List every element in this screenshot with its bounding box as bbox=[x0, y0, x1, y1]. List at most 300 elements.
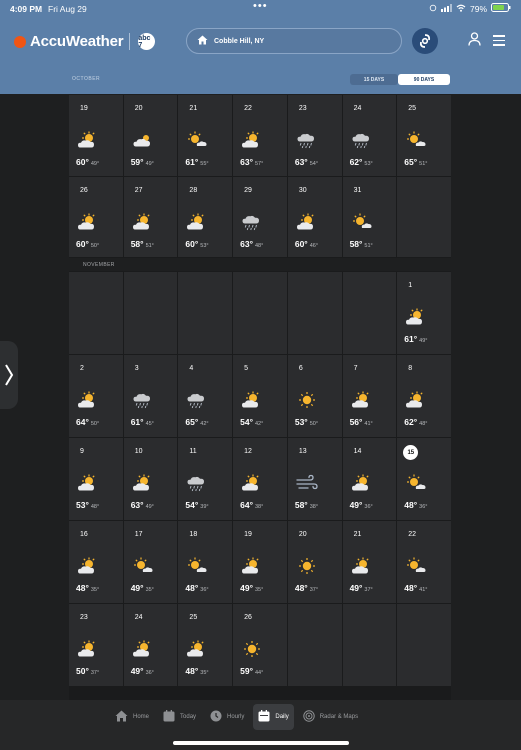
low-temp: 53° bbox=[200, 243, 209, 249]
temperature-range bbox=[295, 157, 318, 167]
high-temp: 48° bbox=[404, 583, 418, 593]
temperature-range bbox=[350, 583, 373, 593]
calendar-day-cell[interactable] bbox=[178, 95, 232, 176]
low-temp: 53° bbox=[364, 161, 373, 167]
day-number: 4 bbox=[189, 365, 194, 372]
temperature-range bbox=[404, 417, 427, 427]
day-number: 23 bbox=[80, 614, 88, 621]
calendar-week-row bbox=[69, 438, 451, 520]
partly-sunny-icon bbox=[132, 640, 154, 658]
partly-sunny-icon bbox=[351, 474, 373, 492]
nav-item-label: Home bbox=[133, 714, 150, 720]
temperature-range bbox=[404, 500, 427, 510]
forecast-subbar bbox=[0, 66, 521, 94]
day-number: 2 bbox=[80, 365, 84, 372]
low-temp: 42° bbox=[255, 421, 264, 427]
calendar-day-cell[interactable] bbox=[69, 95, 123, 176]
low-temp: 51° bbox=[419, 161, 428, 167]
calendar-day-cell[interactable] bbox=[124, 177, 178, 257]
forecast-calendar bbox=[69, 95, 451, 700]
high-temp: 48° bbox=[76, 583, 89, 593]
calendar-day-cell[interactable] bbox=[124, 355, 178, 437]
day-number: 28 bbox=[189, 187, 198, 194]
day-number: 3 bbox=[134, 365, 139, 372]
day-number: 30 bbox=[298, 187, 307, 194]
low-temp: 37° bbox=[309, 587, 319, 593]
high-temp: 49° bbox=[349, 583, 363, 593]
temperature-range bbox=[131, 417, 154, 427]
low-temp: 49° bbox=[419, 338, 428, 344]
high-temp: 54° bbox=[240, 417, 253, 427]
low-temp: 42° bbox=[200, 421, 209, 427]
low-temp: 38° bbox=[309, 504, 319, 510]
day-number: 14 bbox=[353, 448, 362, 455]
temperature-range bbox=[185, 417, 208, 427]
partly-sunny-icon bbox=[77, 391, 99, 409]
calendar-day-cell[interactable] bbox=[397, 521, 451, 603]
low-temp: 49° bbox=[145, 504, 154, 510]
high-temp: 48° bbox=[185, 666, 199, 676]
high-temp: 49° bbox=[130, 666, 144, 676]
calendar-day-cell[interactable] bbox=[178, 177, 232, 257]
battery-percent: 79% bbox=[469, 3, 487, 14]
partly-sunny-icon bbox=[77, 213, 99, 231]
low-temp: 48° bbox=[90, 504, 100, 510]
calendar-empty-cell bbox=[397, 604, 451, 686]
temperature-range bbox=[295, 239, 318, 249]
temperature-range bbox=[185, 583, 208, 593]
high-temp: 63° bbox=[130, 500, 144, 510]
calendar-day-cell[interactable] bbox=[233, 355, 287, 437]
partly-sunny-icon bbox=[405, 308, 427, 326]
calendar-day-cell[interactable] bbox=[343, 177, 397, 257]
high-temp: 64° bbox=[76, 417, 89, 427]
temperature-range bbox=[240, 666, 263, 676]
rain-icon bbox=[296, 131, 318, 149]
low-temp: 50° bbox=[309, 421, 319, 427]
month-label-november: NOVEMBER bbox=[69, 258, 451, 271]
temperature-range bbox=[240, 500, 263, 510]
hamburger-menu-icon[interactable] bbox=[493, 35, 505, 49]
day-number: 18 bbox=[189, 531, 198, 538]
temperature-range bbox=[185, 239, 208, 249]
low-temp: 38° bbox=[255, 504, 264, 510]
temperature-range bbox=[295, 583, 318, 593]
day-number: 17 bbox=[134, 531, 143, 538]
calendar-day-cell[interactable] bbox=[397, 355, 451, 437]
hurricane-button[interactable] bbox=[412, 28, 438, 54]
day-number: 29 bbox=[244, 187, 252, 194]
partly-sunny-icon bbox=[77, 474, 99, 492]
logo-divider bbox=[129, 33, 130, 50]
day-number: 26 bbox=[244, 614, 252, 621]
nav-item-home[interactable] bbox=[110, 704, 154, 730]
partly-sunny-icon bbox=[241, 474, 263, 492]
day-number: 11 bbox=[189, 448, 197, 455]
high-temp: 61° bbox=[404, 334, 418, 344]
calendar-day-cell[interactable] bbox=[233, 95, 287, 176]
clock-icon bbox=[210, 710, 222, 724]
partly-sunny-icon bbox=[77, 131, 99, 149]
nav-item-label: Hourly bbox=[227, 714, 245, 720]
high-temp: 53° bbox=[294, 417, 308, 427]
rain-icon bbox=[186, 474, 208, 492]
hurricane-icon bbox=[417, 33, 433, 49]
high-temp: 54° bbox=[185, 500, 199, 510]
calendar-day-cell[interactable] bbox=[233, 604, 287, 686]
partly-sunny-icon bbox=[351, 557, 373, 575]
high-temp: 63° bbox=[240, 157, 253, 167]
calendar-day-cell[interactable] bbox=[124, 521, 178, 603]
low-temp: 54° bbox=[309, 161, 319, 167]
high-temp: 48° bbox=[185, 583, 199, 593]
partly-sunny-icon bbox=[405, 391, 427, 409]
temperature-range bbox=[350, 157, 373, 167]
high-temp: 58° bbox=[130, 239, 144, 249]
temperature-range bbox=[131, 500, 154, 510]
radar-icon bbox=[303, 710, 315, 724]
calendar-today-icon bbox=[163, 710, 175, 724]
calendar-day-cell[interactable] bbox=[124, 604, 178, 686]
calendar-empty-cell bbox=[397, 177, 451, 257]
temperature-range bbox=[404, 583, 427, 593]
temperature-range bbox=[404, 334, 427, 344]
tab-90-days[interactable]: 90 DAYS bbox=[398, 74, 450, 85]
low-temp: 44° bbox=[255, 670, 264, 676]
day-number: 21 bbox=[353, 531, 362, 538]
sunny-icon bbox=[241, 640, 263, 658]
partly-sunny-icon bbox=[77, 640, 99, 658]
side-panel-handle[interactable] bbox=[0, 341, 18, 409]
calendar-day-cell[interactable] bbox=[343, 355, 397, 437]
day-number: 19 bbox=[80, 105, 88, 112]
calendar-empty-cell bbox=[288, 272, 342, 354]
nav-item-label: Radar & Maps bbox=[319, 714, 359, 720]
day-number: 20 bbox=[134, 105, 143, 112]
signal-icon bbox=[441, 4, 452, 14]
calendar-day-cell[interactable] bbox=[69, 521, 123, 603]
temperature-range bbox=[350, 500, 373, 510]
calendar-day-cell[interactable] bbox=[343, 95, 397, 176]
temperature-range bbox=[185, 157, 208, 167]
calendar-day-cell[interactable] bbox=[397, 95, 451, 176]
temperature-range bbox=[185, 666, 208, 676]
low-temp: 35° bbox=[90, 587, 100, 593]
day-number: 8 bbox=[408, 365, 413, 372]
brand-name: AccuWeather bbox=[30, 33, 124, 50]
low-temp: 57° bbox=[255, 161, 264, 167]
partly-sunny-icon bbox=[241, 557, 263, 575]
sunny-icon bbox=[296, 557, 318, 575]
day-number: 20 bbox=[298, 531, 307, 538]
low-temp: 35° bbox=[200, 670, 209, 676]
day-number: 7 bbox=[353, 365, 358, 372]
rain-icon bbox=[351, 131, 373, 149]
temperature-range bbox=[76, 157, 99, 167]
high-temp: 63° bbox=[294, 157, 308, 167]
mostly-sunny-icon bbox=[405, 557, 427, 575]
partly-sunny-icon bbox=[351, 391, 373, 409]
low-temp: 50° bbox=[90, 421, 100, 427]
day-number: 19 bbox=[244, 531, 252, 538]
calendar-day-cell[interactable] bbox=[288, 355, 342, 437]
calendar-empty-cell bbox=[343, 272, 397, 354]
day-number: 24 bbox=[353, 105, 362, 112]
calendar-day-cell[interactable] bbox=[343, 521, 397, 603]
nav-item-label: Daily bbox=[275, 714, 289, 720]
low-temp: 37° bbox=[90, 670, 100, 676]
high-temp: 48° bbox=[294, 583, 308, 593]
calendar-week-row bbox=[69, 604, 451, 686]
temperature-range bbox=[76, 500, 99, 510]
rain-icon bbox=[186, 391, 208, 409]
nav-items bbox=[110, 704, 363, 730]
temperature-range bbox=[76, 666, 99, 676]
calendar-day-cell[interactable] bbox=[124, 95, 178, 176]
nav-item-today[interactable] bbox=[158, 704, 201, 730]
high-temp: 50° bbox=[76, 666, 89, 676]
temperature-range bbox=[350, 239, 373, 249]
calendar-day-cell[interactable] bbox=[69, 177, 123, 257]
cloudy-icon bbox=[132, 131, 154, 149]
low-temp: 49° bbox=[90, 161, 100, 167]
low-temp: 41° bbox=[364, 421, 373, 427]
day-number: 16 bbox=[80, 531, 88, 538]
calendar-day-cell[interactable] bbox=[69, 355, 123, 437]
low-temp: 35° bbox=[145, 587, 154, 593]
high-temp: 65° bbox=[185, 417, 199, 427]
nav-item-radar-maps[interactable] bbox=[298, 704, 363, 730]
temperature-range bbox=[240, 583, 263, 593]
status-bar bbox=[0, 0, 521, 18]
calendar-empty-cell bbox=[124, 272, 178, 354]
low-temp: 37° bbox=[364, 587, 373, 593]
range-toggle bbox=[350, 74, 450, 85]
high-temp: 63° bbox=[240, 239, 253, 249]
high-temp: 61° bbox=[185, 157, 199, 167]
partly-sunny-icon bbox=[77, 557, 99, 575]
orientation-lock-icon bbox=[429, 4, 437, 14]
calendar-day-cell[interactable] bbox=[178, 355, 232, 437]
month-label: OCTOBER bbox=[72, 76, 101, 82]
calendar-day-cell[interactable] bbox=[178, 521, 232, 603]
day-number: 5 bbox=[244, 365, 249, 372]
location-search[interactable] bbox=[186, 28, 402, 54]
temperature-range bbox=[131, 666, 154, 676]
low-temp: 36° bbox=[419, 504, 428, 510]
low-temp: 39° bbox=[200, 504, 209, 510]
calendar-day-cell[interactable] bbox=[178, 438, 232, 520]
high-temp: 65° bbox=[404, 157, 418, 167]
calendar-empty-cell bbox=[178, 272, 232, 354]
calendar-day-cell[interactable] bbox=[233, 438, 287, 520]
day-number: 1 bbox=[408, 282, 413, 289]
low-temp: 41° bbox=[419, 587, 428, 593]
multitask-dots-icon[interactable]: ••• bbox=[253, 0, 268, 12]
calendar-day-cell[interactable] bbox=[288, 177, 342, 257]
high-temp: 60° bbox=[76, 239, 89, 249]
temperature-range bbox=[350, 417, 373, 427]
low-temp: 51° bbox=[145, 243, 154, 249]
partly-sunny-icon bbox=[241, 391, 263, 409]
mostly-sunny-icon bbox=[186, 131, 208, 149]
calendar-day-cell[interactable] bbox=[233, 177, 287, 257]
low-temp: 48° bbox=[419, 421, 428, 427]
home-location-icon bbox=[197, 32, 208, 50]
calendar-day-cell[interactable] bbox=[69, 438, 123, 520]
battery-icon bbox=[491, 3, 511, 14]
temperature-range bbox=[131, 157, 154, 167]
calendar-week-row bbox=[69, 272, 451, 354]
low-temp: 55° bbox=[200, 161, 209, 167]
day-number: 13 bbox=[298, 448, 307, 455]
partly-sunny-icon bbox=[186, 640, 208, 658]
wind-icon bbox=[296, 474, 318, 492]
high-temp: 61° bbox=[130, 417, 144, 427]
temperature-range bbox=[185, 500, 208, 510]
calendar-week-row bbox=[69, 521, 451, 603]
high-temp: 49° bbox=[349, 500, 363, 510]
high-temp: 56° bbox=[349, 417, 363, 427]
location-name: Cobble Hill, NY bbox=[214, 37, 265, 45]
calendar-week-row bbox=[69, 177, 451, 257]
low-temp: 51° bbox=[364, 243, 373, 249]
high-temp: 60° bbox=[76, 157, 89, 167]
user-profile-icon[interactable] bbox=[468, 32, 481, 51]
low-temp: 35° bbox=[255, 587, 264, 593]
low-temp: 36° bbox=[364, 504, 373, 510]
calendar-day-cell[interactable] bbox=[288, 521, 342, 603]
low-temp: 45° bbox=[145, 421, 154, 427]
mostly-sunny-icon bbox=[405, 474, 427, 492]
temperature-range bbox=[240, 157, 263, 167]
app-header bbox=[0, 18, 521, 66]
high-temp: 58° bbox=[349, 239, 363, 249]
high-temp: 59° bbox=[130, 157, 144, 167]
calendar-day-cell[interactable] bbox=[397, 438, 451, 520]
low-temp: 50° bbox=[90, 243, 100, 249]
wifi-icon bbox=[456, 4, 466, 14]
partly-sunny-icon bbox=[296, 213, 318, 231]
calendar-day-cell[interactable] bbox=[233, 521, 287, 603]
mostly-sunny-icon bbox=[351, 213, 373, 231]
low-temp: 36° bbox=[200, 587, 209, 593]
calendar-daily-icon bbox=[258, 710, 270, 724]
calendar-day-cell[interactable] bbox=[288, 95, 342, 176]
partly-sunny-icon bbox=[132, 213, 154, 231]
partly-sunny-icon bbox=[132, 474, 154, 492]
calendar-empty-cell bbox=[288, 604, 342, 686]
accuweather-logo[interactable] bbox=[14, 33, 155, 50]
status-date: Fri Aug 29 bbox=[48, 4, 87, 14]
calendar-week-row bbox=[69, 95, 451, 176]
temperature-range bbox=[76, 583, 99, 593]
mostly-sunny-icon bbox=[132, 557, 154, 575]
day-number: 27 bbox=[134, 187, 143, 194]
calendar-day-cell[interactable] bbox=[69, 604, 123, 686]
nav-item-hourly[interactable] bbox=[205, 704, 249, 730]
day-number: 25 bbox=[189, 614, 198, 621]
day-number: 22 bbox=[244, 105, 252, 112]
low-temp: 48° bbox=[255, 243, 264, 249]
current-day-number: 15 bbox=[403, 445, 418, 460]
day-number: 22 bbox=[408, 531, 417, 538]
temperature-range bbox=[131, 239, 154, 249]
day-number: 23 bbox=[298, 105, 307, 112]
mostly-sunny-icon bbox=[186, 557, 208, 575]
calendar-day-cell[interactable] bbox=[288, 438, 342, 520]
bottom-navigation bbox=[0, 700, 521, 750]
mostly-sunny-icon bbox=[405, 131, 427, 149]
high-temp: 49° bbox=[130, 583, 144, 593]
home-indicator[interactable] bbox=[173, 741, 349, 745]
temperature-range bbox=[404, 157, 427, 167]
high-temp: 62° bbox=[349, 157, 363, 167]
day-number: 10 bbox=[134, 448, 143, 455]
day-number: 31 bbox=[353, 187, 362, 194]
temperature-range bbox=[76, 239, 99, 249]
low-temp: 36° bbox=[145, 670, 154, 676]
calendar-day-cell[interactable] bbox=[178, 604, 232, 686]
sunny-icon bbox=[296, 391, 318, 409]
high-temp: 60° bbox=[185, 239, 199, 249]
temperature-range bbox=[295, 417, 318, 427]
temperature-range bbox=[131, 583, 154, 593]
partly-sunny-icon bbox=[241, 131, 263, 149]
high-temp: 62° bbox=[404, 417, 418, 427]
chevron-right-icon bbox=[0, 341, 18, 409]
day-number: 12 bbox=[244, 448, 252, 455]
high-temp: 64° bbox=[240, 500, 253, 510]
low-temp: 46° bbox=[309, 243, 319, 249]
calendar-empty-cell bbox=[343, 604, 397, 686]
high-temp: 48° bbox=[404, 500, 418, 510]
calendar-day-cell[interactable] bbox=[397, 272, 451, 354]
high-temp: 59° bbox=[240, 666, 253, 676]
day-number: 9 bbox=[80, 448, 84, 455]
temperature-range bbox=[240, 239, 263, 249]
high-temp: 58° bbox=[294, 500, 308, 510]
calendar-empty-cell bbox=[69, 272, 123, 354]
nav-item-label: Today bbox=[180, 714, 197, 720]
status-right bbox=[429, 3, 511, 14]
day-number: 24 bbox=[134, 614, 143, 621]
home-icon bbox=[115, 710, 128, 724]
calendar-day-cell[interactable] bbox=[343, 438, 397, 520]
day-number: 26 bbox=[80, 187, 88, 194]
high-temp: 53° bbox=[76, 500, 89, 510]
partly-sunny-icon bbox=[186, 213, 208, 231]
temperature-range bbox=[295, 500, 318, 510]
high-temp: 49° bbox=[240, 583, 253, 593]
day-number: 21 bbox=[189, 105, 198, 112]
logo-sun-icon bbox=[14, 36, 26, 48]
rain-icon bbox=[132, 391, 154, 409]
tab-15-days[interactable]: 15 DAYS bbox=[350, 74, 398, 85]
high-temp: 60° bbox=[294, 239, 308, 249]
status-time: 4:09 PM bbox=[10, 4, 43, 14]
temperature-range bbox=[240, 417, 263, 427]
day-number: 6 bbox=[298, 365, 303, 372]
calendar-empty-cell bbox=[233, 272, 287, 354]
low-temp: 49° bbox=[145, 161, 154, 167]
partner-badge-icon: abc 7 bbox=[138, 33, 155, 50]
temperature-range bbox=[76, 417, 99, 427]
day-number: 25 bbox=[408, 105, 417, 112]
calendar-day-cell[interactable] bbox=[124, 438, 178, 520]
rain-icon bbox=[241, 213, 263, 231]
nav-item-daily[interactable] bbox=[253, 704, 293, 730]
